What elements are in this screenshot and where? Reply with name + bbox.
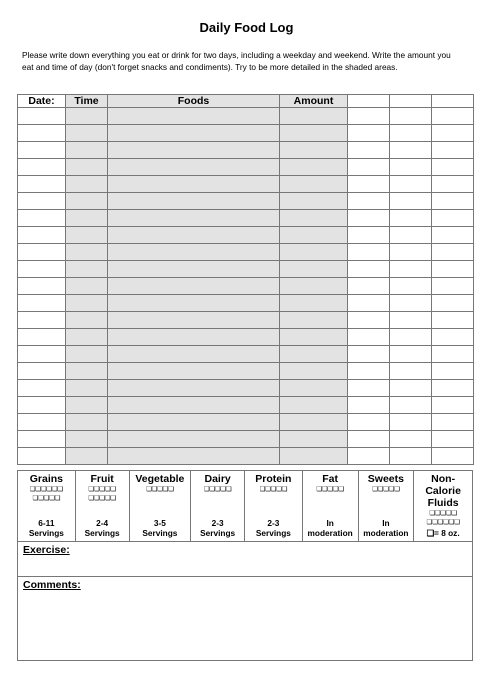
food-group-name: Fat <box>322 473 339 485</box>
table-cell[interactable] <box>348 380 390 397</box>
table-cell[interactable] <box>348 159 390 176</box>
date-header: Date: <box>18 95 66 108</box>
table-cell[interactable] <box>280 397 348 414</box>
food-group-1 <box>76 471 130 541</box>
food-group-name: Fruit <box>90 473 114 485</box>
serving-checkboxes[interactable]: ❏❏❏❏❏ <box>259 486 288 493</box>
table-cell[interactable] <box>66 261 108 278</box>
table-cell[interactable] <box>66 295 108 312</box>
table-cell[interactable] <box>432 346 474 363</box>
food-group-5 <box>303 471 359 541</box>
table-cell[interactable] <box>432 193 474 210</box>
table-cell[interactable] <box>18 431 66 448</box>
table-cell[interactable] <box>432 431 474 448</box>
table-cell[interactable] <box>390 278 432 295</box>
table-cell[interactable] <box>66 278 108 295</box>
page-title: Daily Food Log <box>199 20 294 35</box>
table-row <box>18 125 474 142</box>
food-group-4 <box>245 471 303 541</box>
table-cell[interactable] <box>280 295 348 312</box>
comments-section[interactable] <box>17 577 473 661</box>
table-cell[interactable] <box>66 159 108 176</box>
table-cell[interactable] <box>348 261 390 278</box>
table-cell[interactable] <box>348 227 390 244</box>
table-cell[interactable] <box>390 227 432 244</box>
table-cell[interactable] <box>108 193 280 210</box>
serving-checkboxes[interactable]: ❏❏❏❏❏ <box>429 510 457 517</box>
table-cell[interactable] <box>18 193 66 210</box>
table-row <box>18 108 474 125</box>
table-cell[interactable] <box>280 142 348 159</box>
food-group-name: Protein <box>255 473 292 485</box>
food-group-name: Dairy <box>204 473 231 485</box>
table-row <box>18 244 474 261</box>
table-cell[interactable] <box>280 159 348 176</box>
table-cell[interactable] <box>108 176 280 193</box>
table-cell[interactable] <box>348 210 390 227</box>
table-cell[interactable] <box>348 244 390 261</box>
table-cell[interactable] <box>18 108 66 125</box>
servings-label: 2-3 Servings <box>255 518 291 538</box>
serving-checkboxes[interactable]: ❏❏❏❏❏ <box>32 495 61 502</box>
table-cell[interactable] <box>432 380 474 397</box>
table-cell[interactable] <box>432 210 474 227</box>
table-cell[interactable] <box>280 312 348 329</box>
table-cell[interactable] <box>390 244 432 261</box>
table-cell[interactable] <box>348 278 390 295</box>
table-cell[interactable] <box>18 312 66 329</box>
table-cell[interactable] <box>108 448 280 465</box>
table-cell[interactable] <box>390 431 432 448</box>
table-cell[interactable] <box>108 363 280 380</box>
table-cell[interactable] <box>108 210 280 227</box>
table-cell[interactable] <box>66 414 108 431</box>
table-header-row <box>18 95 474 108</box>
table-cell[interactable] <box>66 210 108 227</box>
table-cell[interactable] <box>390 125 432 142</box>
table-cell[interactable] <box>18 397 66 414</box>
table-cell[interactable] <box>390 397 432 414</box>
table-cell[interactable] <box>432 159 474 176</box>
table-cell[interactable] <box>18 159 66 176</box>
table-cell[interactable] <box>18 380 66 397</box>
servings-label: 2-4 Servings <box>84 518 120 538</box>
table-cell[interactable] <box>280 210 348 227</box>
table-cell[interactable] <box>108 244 280 261</box>
serving-checkboxes[interactable]: ❏❏❏❏❏ <box>146 486 174 493</box>
food-group-name: Sweets <box>367 473 404 485</box>
table-cell[interactable] <box>348 193 390 210</box>
table-cell[interactable] <box>66 227 108 244</box>
table-cell[interactable] <box>348 346 390 363</box>
food-group-2 <box>130 471 192 541</box>
table-cell[interactable] <box>280 227 348 244</box>
table-cell[interactable] <box>390 193 432 210</box>
food-group-6 <box>359 471 415 541</box>
table-cell[interactable] <box>348 397 390 414</box>
table-cell[interactable] <box>108 159 280 176</box>
table-cell[interactable] <box>390 261 432 278</box>
table-cell[interactable] <box>18 210 66 227</box>
serving-checkboxes[interactable]: ❏❏❏❏❏❏ <box>29 486 63 493</box>
table-row <box>18 193 474 210</box>
table-cell[interactable] <box>390 414 432 431</box>
food-group-0 <box>18 471 76 541</box>
table-row <box>18 380 474 397</box>
table-cell[interactable] <box>18 448 66 465</box>
time-header: Time <box>66 95 108 108</box>
table-cell[interactable] <box>108 329 280 346</box>
table-cell[interactable] <box>108 295 280 312</box>
table-cell[interactable] <box>280 363 348 380</box>
table-cell[interactable] <box>390 108 432 125</box>
table-cell[interactable] <box>18 125 66 142</box>
food-group-7 <box>414 471 472 541</box>
table-cell[interactable] <box>108 142 280 159</box>
table-cell[interactable] <box>280 261 348 278</box>
table-cell[interactable] <box>66 363 108 380</box>
table-cell[interactable] <box>280 448 348 465</box>
instructions: Please write down everything you eat or drink for two days, including a weekday and weekend. Write the amount you eat and time of day (don't forget snacks and condiments). Try to be more detailed in the shaded areas. <box>22 50 451 72</box>
table-row <box>18 329 474 346</box>
table-row <box>18 278 474 295</box>
table-cell[interactable] <box>280 346 348 363</box>
table-cell[interactable] <box>108 397 280 414</box>
table-cell[interactable] <box>108 125 280 142</box>
table-row <box>18 159 474 176</box>
servings-label: ❏= 8 oz. <box>426 528 460 538</box>
table-cell[interactable] <box>66 125 108 142</box>
table-row <box>18 210 474 227</box>
table-cell[interactable] <box>108 227 280 244</box>
table-row <box>18 431 474 448</box>
table-cell[interactable] <box>348 125 390 142</box>
table-row <box>18 397 474 414</box>
food-group-name: Vegetable <box>135 473 185 485</box>
serving-checkboxes[interactable]: ❏❏❏❏❏❏ <box>426 519 460 526</box>
table-cell[interactable] <box>390 142 432 159</box>
table-cell[interactable] <box>66 193 108 210</box>
food-group-3 <box>191 471 245 541</box>
table-cell[interactable] <box>18 261 66 278</box>
table-cell[interactable] <box>348 176 390 193</box>
table-row <box>18 227 474 244</box>
table-cell[interactable] <box>66 448 108 465</box>
table-cell[interactable] <box>66 329 108 346</box>
table-row <box>18 414 474 431</box>
table-cell[interactable] <box>18 414 66 431</box>
table-cell[interactable] <box>348 448 390 465</box>
table-cell[interactable] <box>66 108 108 125</box>
food-group-name: Grains <box>29 473 63 485</box>
table-row <box>18 448 474 465</box>
table-cell[interactable] <box>18 176 66 193</box>
table-cell[interactable] <box>66 346 108 363</box>
table-cell[interactable] <box>66 380 108 397</box>
table-cell[interactable] <box>280 244 348 261</box>
food-group-name: Non- Calorie Fluids <box>425 473 461 509</box>
table-cell[interactable] <box>18 227 66 244</box>
servings-label: In moderation <box>307 518 353 538</box>
table-cell[interactable] <box>432 397 474 414</box>
table-cell[interactable] <box>432 227 474 244</box>
table-cell[interactable] <box>348 312 390 329</box>
table-cell[interactable] <box>18 295 66 312</box>
servings-label: 3-5 Servings <box>142 518 178 538</box>
table-cell[interactable] <box>18 142 66 159</box>
exercise-section[interactable] <box>17 542 473 577</box>
serving-checkboxes[interactable]: ❏❏❏❏❏ <box>203 486 232 493</box>
exercise-label: Exercise: <box>23 544 70 556</box>
table-cell[interactable] <box>66 142 108 159</box>
table-cell[interactable] <box>390 380 432 397</box>
table-cell[interactable] <box>432 142 474 159</box>
table-row <box>18 312 474 329</box>
table-cell[interactable] <box>108 346 280 363</box>
table-cell[interactable] <box>432 244 474 261</box>
servings-label: 6-11 Servings <box>28 518 64 538</box>
table-cell[interactable] <box>432 295 474 312</box>
table-cell[interactable] <box>432 448 474 465</box>
comments-label: Comments: <box>23 579 81 591</box>
table-cell[interactable] <box>390 363 432 380</box>
table-cell[interactable] <box>348 363 390 380</box>
table-cell[interactable] <box>432 414 474 431</box>
table-cell[interactable] <box>390 210 432 227</box>
table-cell[interactable] <box>18 244 66 261</box>
table-cell[interactable] <box>108 312 280 329</box>
table-cell[interactable] <box>348 431 390 448</box>
table-cell[interactable] <box>108 414 280 431</box>
table-cell[interactable] <box>280 414 348 431</box>
table-cell[interactable] <box>280 431 348 448</box>
table-cell[interactable] <box>348 142 390 159</box>
table-cell[interactable] <box>280 108 348 125</box>
table-cell[interactable] <box>280 125 348 142</box>
table-cell[interactable] <box>432 108 474 125</box>
table-cell[interactable] <box>66 397 108 414</box>
food-log-table <box>17 94 474 465</box>
foods-header: Foods <box>108 95 280 108</box>
table-cell[interactable] <box>66 312 108 329</box>
table-cell[interactable] <box>432 363 474 380</box>
table-cell[interactable] <box>432 176 474 193</box>
table-cell[interactable] <box>390 159 432 176</box>
table-cell[interactable] <box>108 431 280 448</box>
table-row <box>18 142 474 159</box>
servings-label: 2-3 Servings <box>200 518 236 538</box>
table-cell[interactable] <box>108 278 280 295</box>
extra-header-3 <box>432 95 474 108</box>
table-cell[interactable] <box>432 125 474 142</box>
table-cell[interactable] <box>390 448 432 465</box>
table-cell[interactable] <box>390 329 432 346</box>
serving-checkboxes[interactable]: ❏❏❏❏❏ <box>316 486 344 493</box>
table-cell[interactable] <box>390 346 432 363</box>
extra-header-1 <box>348 95 390 108</box>
extra-header-2 <box>390 95 432 108</box>
table-cell[interactable] <box>348 108 390 125</box>
table-cell[interactable] <box>280 176 348 193</box>
table-row <box>18 176 474 193</box>
table-cell[interactable] <box>390 295 432 312</box>
table-cell[interactable] <box>66 431 108 448</box>
table-cell[interactable] <box>432 312 474 329</box>
table-row <box>18 261 474 278</box>
table-cell[interactable] <box>348 295 390 312</box>
table-cell[interactable] <box>280 380 348 397</box>
table-cell[interactable] <box>432 278 474 295</box>
table-cell[interactable] <box>18 346 66 363</box>
table-row <box>18 363 474 380</box>
amount-header: Amount <box>280 95 348 108</box>
serving-checkboxes[interactable]: ❏❏❏❏❏ <box>88 495 116 502</box>
serving-checkboxes[interactable]: ❏❏❏❏❏ <box>88 486 116 493</box>
food-groups-row <box>17 470 473 542</box>
table-cell[interactable] <box>18 329 66 346</box>
table-cell[interactable] <box>66 244 108 261</box>
table-cell[interactable] <box>280 329 348 346</box>
table-cell[interactable] <box>18 363 66 380</box>
table-cell[interactable] <box>108 380 280 397</box>
table-cell[interactable] <box>18 278 66 295</box>
table-cell[interactable] <box>432 329 474 346</box>
table-cell[interactable] <box>108 108 280 125</box>
table-cell[interactable] <box>108 261 280 278</box>
table-cell[interactable] <box>390 176 432 193</box>
table-cell[interactable] <box>280 193 348 210</box>
table-cell[interactable] <box>348 414 390 431</box>
table-cell[interactable] <box>432 261 474 278</box>
table-cell[interactable] <box>390 312 432 329</box>
table-cell[interactable] <box>66 176 108 193</box>
table-row <box>18 346 474 363</box>
servings-label: In moderation <box>363 518 409 538</box>
table-cell[interactable] <box>280 278 348 295</box>
serving-checkboxes[interactable]: ❏❏❏❏❏ <box>372 486 400 493</box>
table-row <box>18 295 474 312</box>
table-cell[interactable] <box>348 329 390 346</box>
